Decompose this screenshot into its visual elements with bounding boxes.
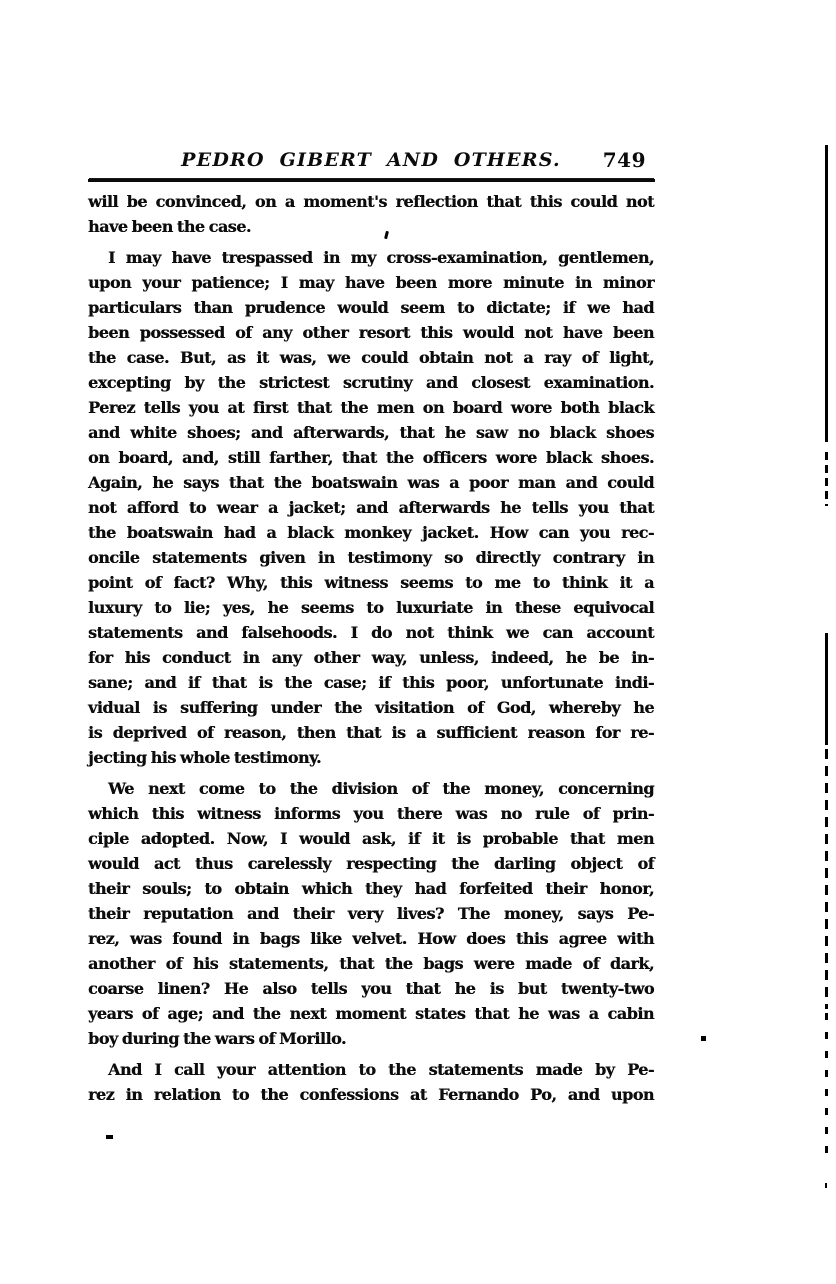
header-rule [88,179,655,182]
page-edge-scan-artifact [825,633,828,745]
text-line: and white shoes; and afterwards, that he saw no black shoes [88,423,654,442]
text-line: statements and falsehoods. I do not think we can account [88,623,654,642]
text-line: would act thus carelessly respecting the darling object of [88,854,654,873]
text-line: which this witness informs you there was no rule of prin- [88,804,654,823]
text-line: rez in relation to the confessions at Fernando Po, and upon [88,1085,654,1104]
text-line: on board, and, still farther, that the officers wore black shoes. [88,448,654,467]
text-line: their reputation and their very lives? The money, says Pe- [88,904,654,923]
paragraph [88,245,654,770]
text-line: vidual is suffering under the visitation of God, whereby he [88,698,654,717]
text-line: the boatswain had a black monkey jacket. How can you rec- [88,523,654,542]
page-edge-scan-artifact [825,1013,828,1158]
page-header [88,146,654,174]
running-title: PEDRO GIBERT AND OTHERS. [181,149,561,171]
text-line: for his conduct in any other way, unless, indeed, he be in- [88,648,654,667]
text-line: oncile statements given in testimony so directly contrary in [88,548,654,567]
page-edge-scan-artifact [825,452,828,506]
text-line: boy during the wars of Morillo. [88,1029,346,1048]
text-line: point of fact? Why, this witness seems to me to think it a [88,573,654,592]
text-line: Again, he says that the boatswain was a poor man and could [88,473,654,492]
text-line: jecting his whole testimony. [88,748,322,767]
text-line: the case. But, as it was, we could obtain not a ray of light, [88,348,654,367]
ink-speck [701,1036,706,1041]
text-line: will be convinced, on a moment's reflection that this could not [88,192,654,211]
page-body [88,189,654,1107]
text-line: Perez tells you at first that the men on board wore both black [88,398,654,417]
paragraph [88,1057,654,1107]
text-line: not afford to wear a jacket; and afterwards he tells you that [88,498,654,517]
text-line: particulars than prudence would seem to dictate; if we had [88,298,654,317]
text-line: coarse linen? He also tells you that he is but twenty-two [88,979,654,998]
text-line: sane; and if that is the case; if this poor, unfortunate indi- [88,673,654,692]
text-line: upon your patience; I may have been more minute in minor [88,273,654,292]
text-line: been possessed of any other resort this would not have been [88,323,654,342]
text-line: their souls; to obtain which they had forfeited their honor, [88,879,654,898]
page-edge-scan-artifact [825,749,828,1009]
text-line: And I call your attention to the statements made by Pe- [108,1060,654,1079]
page-edge-scan-artifact [825,1183,827,1188]
text-line: is deprived of reason, then that is a sufficient reason for re- [88,723,654,742]
paragraph [88,776,654,1051]
text-line: ciple adopted. Now, I would ask, if it is probable that men [88,829,654,848]
text-line: rez, was found in bags like velvet. How does this agree with [88,929,654,948]
text-line: luxury to lie; yes, he seems to luxuriate in these equivocal [88,598,654,617]
text-line: excepting by the strictest scrutiny and closest examination. [88,373,654,392]
text-line: another of his statements, that the bags were made of dark, [88,954,654,973]
paragraph [88,189,654,239]
ink-speck [106,1135,113,1139]
text-line: I may have trespassed in my cross-examination, gentlemen, [108,248,654,267]
text-line: have been the case. [88,217,251,236]
text-line: years of age; and the next moment states that he was a cabin [88,1004,654,1023]
page-number: 749 [602,148,646,172]
text-line: We next come to the division of the money, concerning [108,779,654,798]
page-edge-scan-artifact [825,145,828,442]
